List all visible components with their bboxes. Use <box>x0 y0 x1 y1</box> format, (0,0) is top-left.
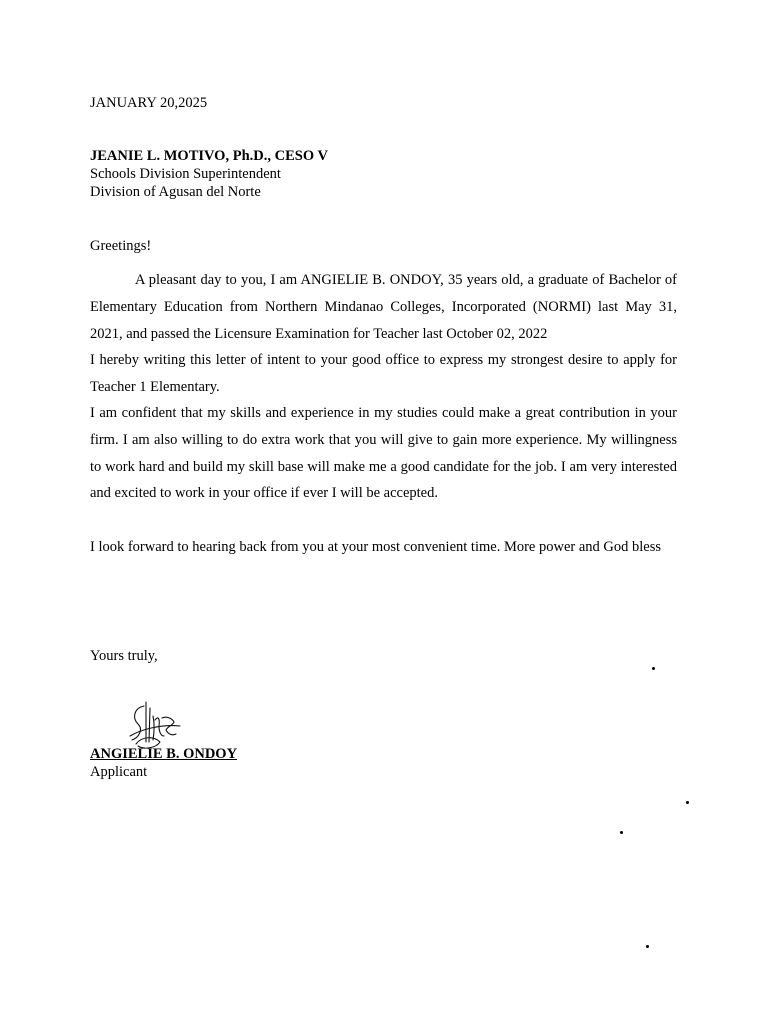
stray-mark <box>686 801 689 804</box>
handwritten-signature <box>124 696 184 752</box>
recipient-title: Schools Division Superintendent <box>90 166 281 182</box>
recipient-name: JEANIE L. MOTIVO, Ph.D., CESO V <box>90 148 328 164</box>
stray-mark <box>646 945 649 948</box>
stray-mark <box>652 667 655 670</box>
body-paragraph-closing: I look forward to hearing back from you at your most convenient time. More power and God bless <box>90 539 661 555</box>
recipient-office: Division of Agusan del Norte <box>90 184 261 200</box>
complimentary-close: Yours truly, <box>90 648 158 664</box>
letter-date: JANUARY 20,2025 <box>90 95 208 111</box>
salutation: Greetings! <box>90 238 152 254</box>
stray-mark <box>620 831 623 834</box>
signatory-role: Applicant <box>90 764 148 780</box>
body-paragraph-intro: A pleasant day to you, I am ANGIELIE B. ONDOY, 35 years old, a graduate of Bachelor of Elementary Education from Northern Mindanao Colleges, Incorporated (NORMI) last May 31, 2021, and passed the Licensure Examination for Teacher last October 02, 2022 <box>90 272 677 342</box>
signatory-name: ANGIELIE B. ONDOY <box>90 746 238 762</box>
body-paragraph-qualifications: I am confident that my skills and experience in my studies could make a great contribution in your firm. I am also willing to do extra work that you will give to gain more experience. My willingness to work hard and build my skill base will make me a good candidate for the job. I am very interested and excited to work in your office if ever I will be accepted. <box>90 405 677 502</box>
body-paragraph-intent: I hereby writing this letter of intent to your good office to express my strongest desire to apply for Teacher 1 Elementary. <box>90 352 677 395</box>
